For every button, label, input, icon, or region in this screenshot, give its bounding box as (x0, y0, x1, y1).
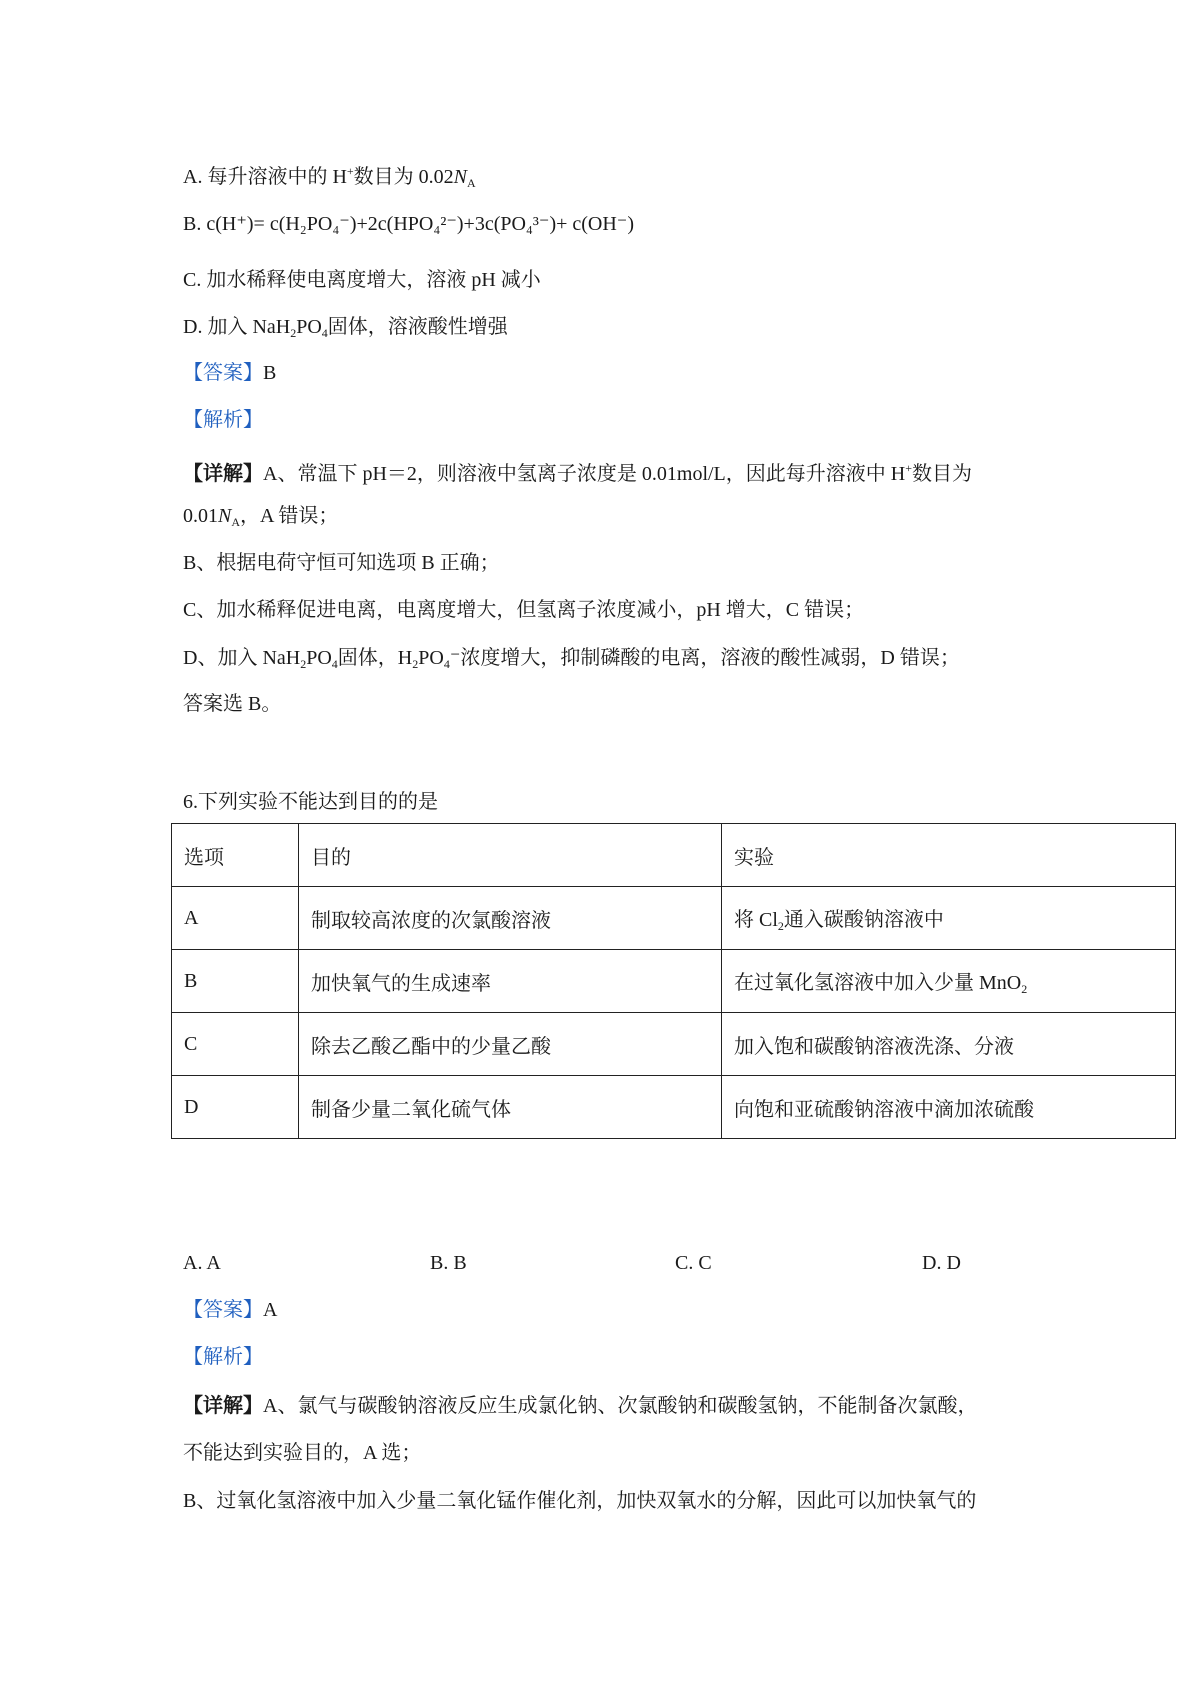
answer-value: B (263, 362, 277, 384)
header-experiment: 实验 (722, 824, 1176, 887)
detail6-line-1: 【详解】A、氯气与碳酸钠溶液反应生成氯化钠、次氯酸钠和碳酸氢钠，不能制备次氯酸， (183, 1395, 978, 1417)
analysis-row (183, 406, 263, 434)
analysis-label: 【解析】 (183, 1346, 263, 1368)
detail-c: C、加水稀释促进电离，电离度增大，但氢离子浓度减小，pH 增大，C 错误； (183, 599, 865, 621)
table-row (172, 950, 1176, 1013)
choice-a: A. A (183, 1252, 221, 1274)
option-a: A. 每升溶液中的 H+数目为 $0.02N_A$ (183, 164, 476, 190)
question-6-stem: 6.下列实验不能达到目的的是 (183, 791, 438, 813)
analysis-label: 【解析】 (183, 409, 263, 431)
choice-c: C. C (675, 1252, 712, 1274)
cell-experiment: 向饱和亚硫酸钠溶液中滴加浓硫酸 (722, 1076, 1176, 1139)
detail-label: 【详解】 (183, 463, 263, 485)
cell-option: B (172, 950, 299, 1013)
option-b: B. c(H⁺)= c(H₂PO₄⁻)+2c(HPO₄²⁻)+3c(PO₄³⁻)+ c(OH⁻) (183, 213, 635, 235)
answer-value: A (263, 1299, 278, 1321)
detail6-line-2: 不能达到实验目的，A 选； (183, 1442, 422, 1464)
detail-line-1: 【详解】A、常温下 pH＝2，则溶液中氢离子浓度是 0.01mol/L，因此每升溶液中 H+数目为 (183, 461, 972, 485)
header-goal: 目的 (299, 824, 722, 887)
option-d: D. 加入 $NaH_2PO_4$固体，溶液酸性增强 (183, 316, 508, 340)
answer-label: 【答案】 (183, 1299, 263, 1321)
detail-line-2: $0.01N_A$，A 错误； (183, 505, 339, 529)
cell-experiment: 在过氧化氢溶液中加入少量 MnO$_2$ (722, 950, 1176, 1013)
answer-row-6 (183, 1296, 277, 1324)
experiment-table (171, 823, 1176, 1139)
option-c: C. 加水稀释使电离度增大，溶液 pH 减小 (183, 269, 541, 291)
cell-experiment: 将 $Cl_2$通入碳酸钠溶液中 (722, 887, 1176, 950)
table-header-row (172, 824, 1176, 887)
cell-option: A (172, 887, 299, 950)
detail-d: D、加入 $NaH_2PO_4$固体，$H_2PO_4^-$浓度增大，抑制磷酸的电离，溶液的酸性减弱，D 错误； (183, 647, 960, 671)
cell-goal: 制备少量二氧化硫气体 (299, 1076, 722, 1139)
conclusion: 答案选 B。 (183, 693, 282, 715)
detail6-line-3: B、过氧化氢溶液中加入少量二氧化锰作催化剂，加快双氧水的分解，因此可以加快氧气的 (183, 1490, 977, 1512)
cell-goal: 除去乙酸乙酯中的少量乙酸 (299, 1013, 722, 1076)
answer-row (183, 359, 276, 387)
cell-goal: 加快氧气的生成速率 (299, 950, 722, 1013)
cell-option: C (172, 1013, 299, 1076)
analysis-row-6 (183, 1343, 263, 1371)
table-row (172, 1013, 1176, 1076)
header-option: 选项 (172, 824, 299, 887)
table-row (172, 887, 1176, 950)
cell-experiment: 加入饱和碳酸钠溶液洗涤、分液 (722, 1013, 1176, 1076)
answer-label: 【答案】 (183, 362, 263, 384)
choice-b: B. B (430, 1252, 467, 1274)
detail-label: 【详解】 (183, 1395, 263, 1417)
cell-option: D (172, 1076, 299, 1139)
choice-d: D. D (922, 1252, 961, 1274)
table-row (172, 1076, 1176, 1139)
cell-goal: 制取较高浓度的次氯酸溶液 (299, 887, 722, 950)
detail-b: B、根据电荷守恒可知选项 B 正确； (183, 552, 500, 574)
